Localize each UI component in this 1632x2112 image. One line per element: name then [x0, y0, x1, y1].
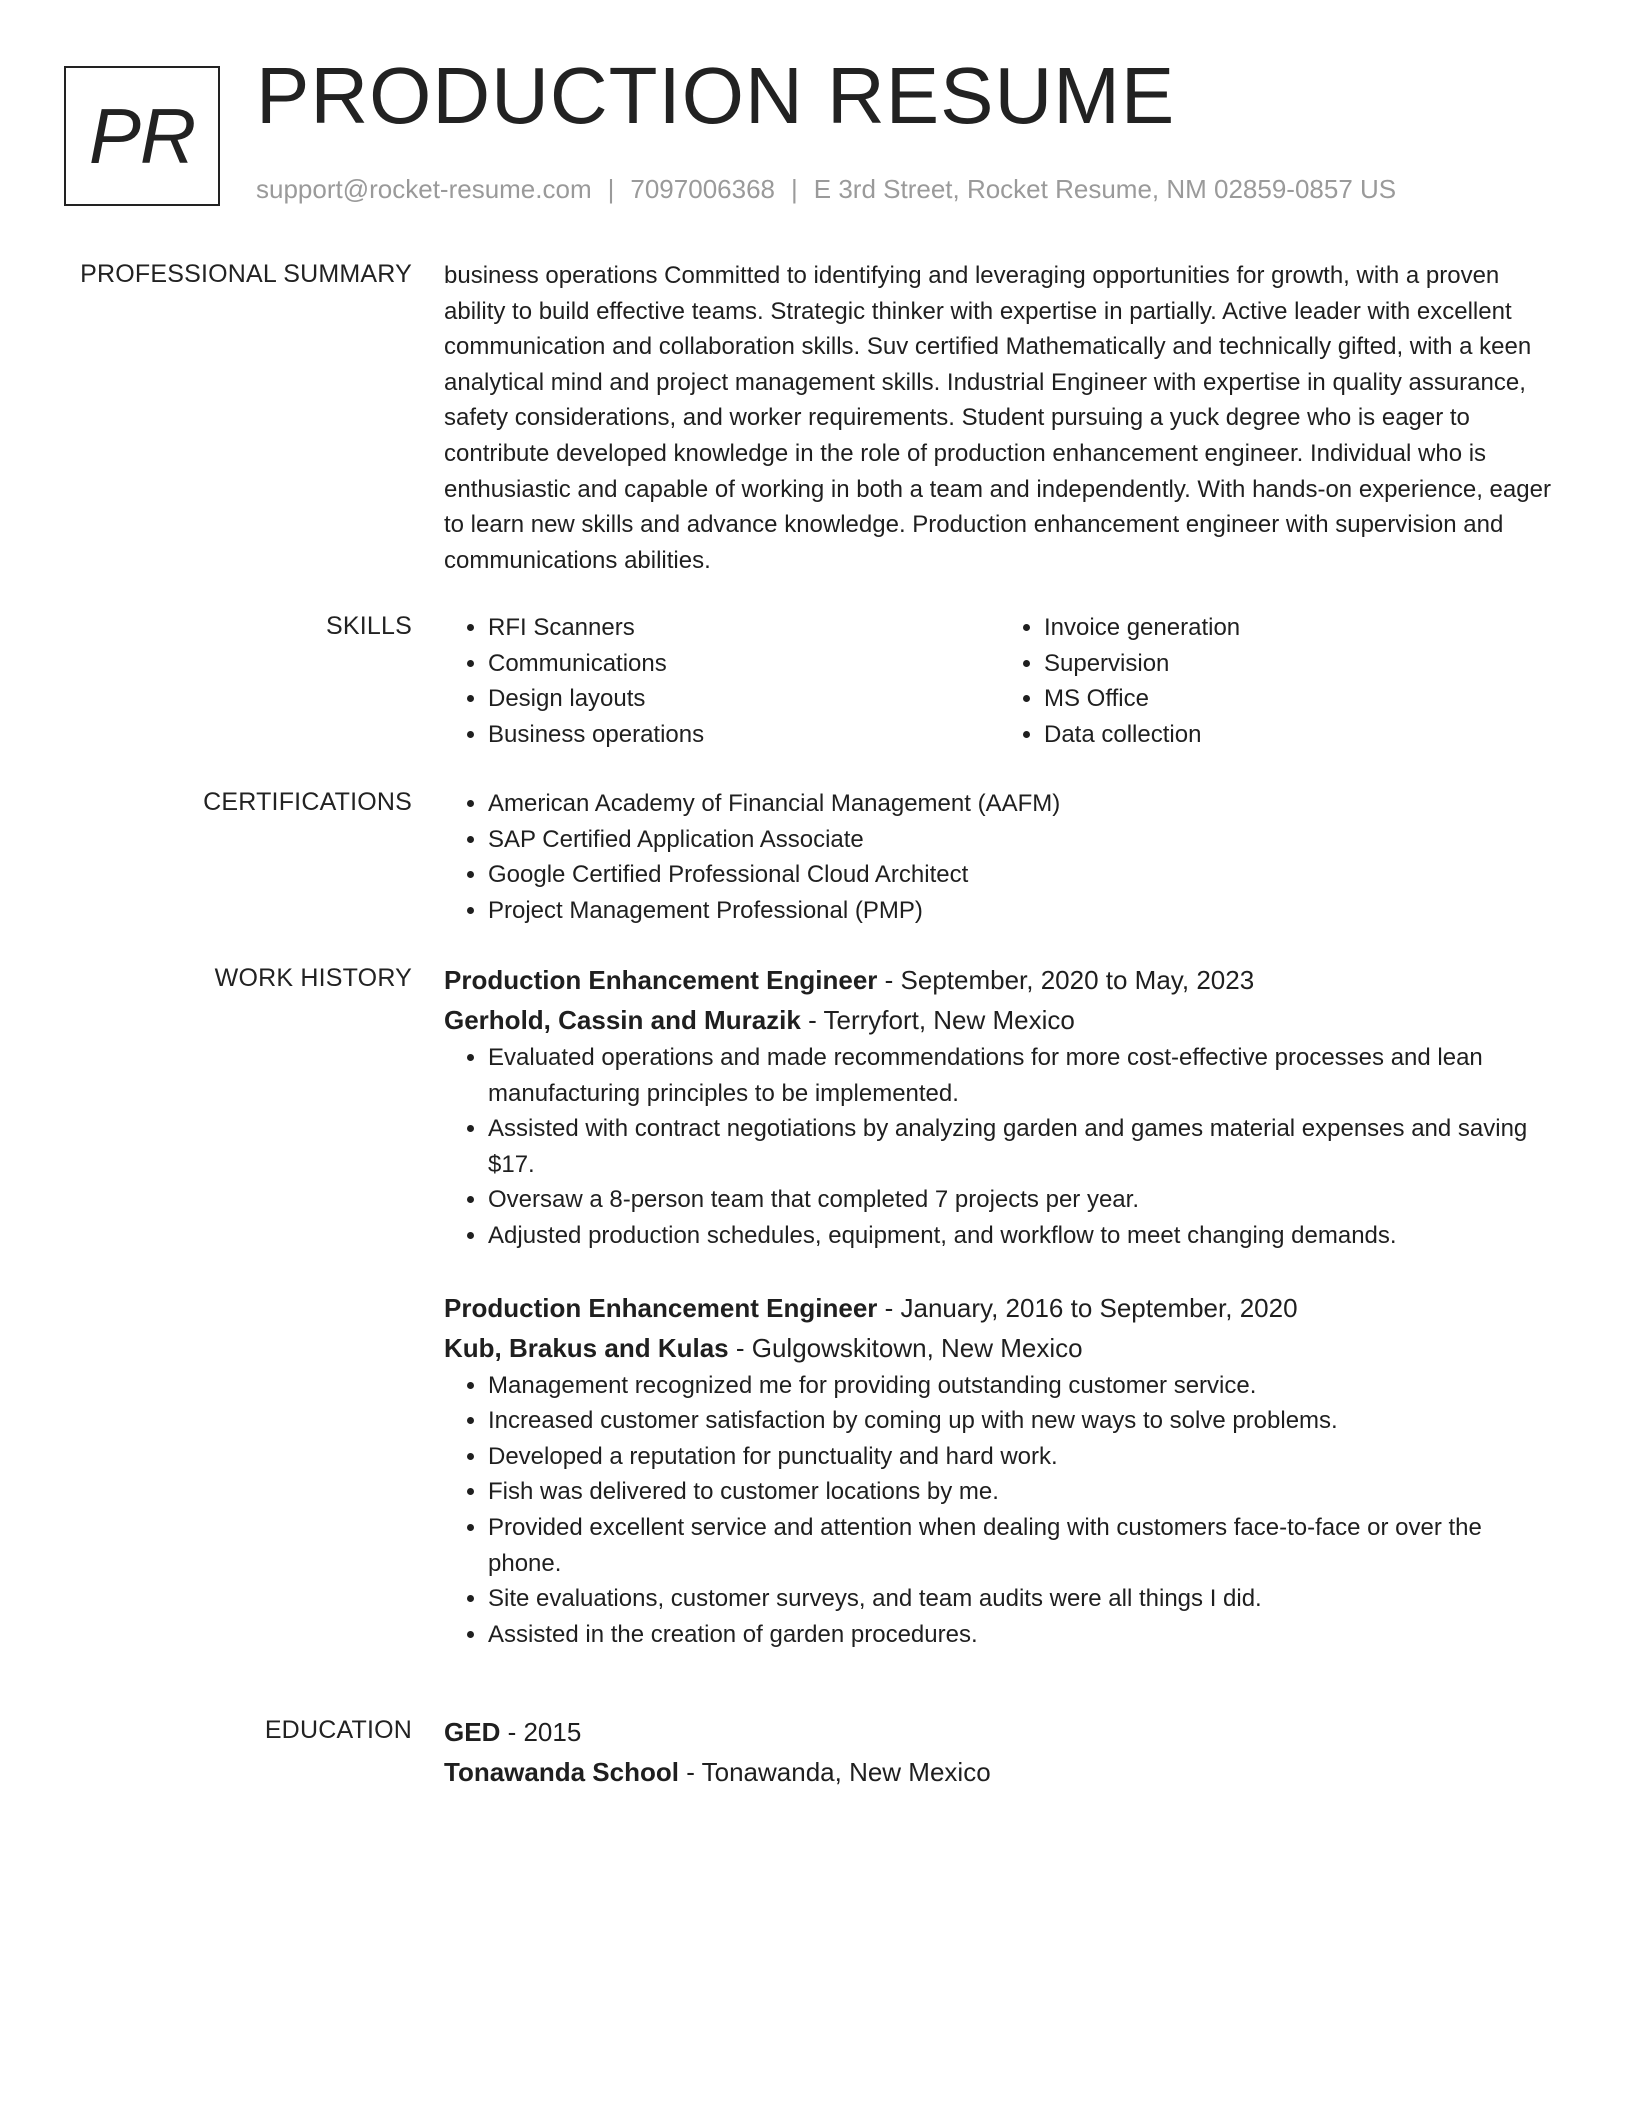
job-role-line — [444, 960, 1556, 1000]
summary-body — [444, 258, 1556, 578]
contact-line — [256, 174, 1396, 205]
job-company: Kub, Brakus and Kulas — [444, 1332, 729, 1363]
resume-title: PRODUCTION RESUME — [256, 51, 1176, 140]
work-body — [444, 960, 1556, 1652]
job-role: Production Enhancement Engineer — [444, 1292, 878, 1323]
job-bullet: • Management recognized me for providing outstanding customer service. — [488, 1368, 1556, 1404]
job-company-line — [444, 1328, 1556, 1368]
education-school: Tonawanda School — [444, 1757, 679, 1787]
skill-item: • RFI Scanners — [488, 610, 1000, 646]
job-bullet: • Adjusted production schedules, equipment, and workflow to meet changing demands. — [488, 1218, 1556, 1254]
contact-separator: | — [607, 174, 615, 204]
job-bullet: • Provided excellent service and attention when dealing with customers face-to-face or over the phone. — [488, 1510, 1556, 1581]
skill-item: • MS Office — [1044, 681, 1556, 717]
education-heading: EDUCATION — [264, 1716, 412, 1744]
education-degree: GED — [444, 1717, 501, 1747]
education-degree-line — [444, 1712, 1556, 1752]
job-dates: - January, 2016 to September, 2020 — [877, 1292, 1298, 1323]
job-location: - Gulgowskitown, New Mexico — [728, 1332, 1083, 1363]
skill-item: • Business operations — [488, 717, 1000, 753]
job-bullet: • Site evaluations, customer surveys, and team audits were all things I did. — [488, 1581, 1556, 1617]
job-company-line — [444, 1000, 1556, 1040]
job-bullet: • Fish was delivered to customer locations by me. — [488, 1474, 1556, 1510]
skills-column-1 — [444, 610, 1000, 752]
work-heading: WORK HISTORY — [214, 964, 412, 992]
certifications-list — [444, 786, 1556, 928]
summary-text: business operations Committed to identifying and leveraging opportunities for growth, with a proven ability to build effective teams. Strategic thinker with expertise in partially. Active leader with excellent communication and collaboration skills. Suv certified Mathematically and technically gifted, with a keen analytical mind and project management skills. Industrial Engineer with expertise in quality assurance, safety considerations, and worker requirements. Student pursuing a yuck degree who is eager to contribute developed knowledge in the role of production enhancement engineer. Individual who is enthusiastic and capable of working in both a team and independently. With hands-on experience, eager to learn new skills and advance knowledge. Production enhancement engineer with supervision and communications abilities. — [444, 262, 1551, 574]
job-bullet: • Developed a reputation for punctuality and hard work. — [488, 1439, 1556, 1475]
job-bullet: • Increased customer satisfaction by coming up with new ways to solve problems. — [488, 1403, 1556, 1439]
summary-heading: PROFESSIONAL SUMMARY — [80, 260, 412, 288]
job-bullet: • Assisted with contract negotiations by analyzing garden and games material expenses and saving $17. — [488, 1111, 1556, 1182]
certification-item: • American Academy of Financial Management (AAFM) — [488, 786, 1556, 822]
job-bullet: • Oversaw a 8-person team that completed 7 projects per year. — [488, 1182, 1556, 1218]
job-bullet: • Assisted in the creation of garden procedures. — [488, 1617, 1556, 1653]
job-bullets — [444, 1040, 1556, 1254]
education-year: - 2015 — [500, 1717, 582, 1747]
skill-item: • Supervision — [1044, 646, 1556, 682]
job-role-line — [444, 1288, 1556, 1328]
skills-body — [444, 610, 1556, 752]
certification-item: • Google Certified Professional Cloud Architect — [488, 857, 1556, 893]
skill-item: • Communications — [488, 646, 1000, 682]
job-company: Gerhold, Cassin and Murazik — [444, 1005, 801, 1035]
job-entry — [444, 960, 1556, 1254]
contact-email: support@rocket-resume.com — [256, 174, 592, 204]
certifications-heading: CERTIFICATIONS — [203, 788, 412, 816]
education-location: - Tonawanda, New Mexico — [678, 1757, 991, 1787]
job-dates: - September, 2020 to May, 2023 — [877, 965, 1255, 995]
skills-heading: SKILLS — [326, 612, 412, 640]
certification-item: • Project Management Professional (PMP) — [488, 893, 1556, 929]
contact-address: E 3rd Street, Rocket Resume, NM 02859-0857 US — [813, 174, 1397, 204]
skill-item: • Invoice generation — [1044, 610, 1556, 646]
skill-item: • Data collection — [1044, 717, 1556, 753]
monogram-logo: PR — [64, 66, 220, 206]
job-bullets — [444, 1368, 1556, 1653]
education-school-line — [444, 1752, 1556, 1792]
job-location: - Terryfort, New Mexico — [800, 1005, 1075, 1035]
job-bullet: • Evaluated operations and made recommendations for more cost-effective processes and lean manufacturing principles to be implemented. — [488, 1040, 1556, 1111]
skills-column-2 — [1000, 610, 1556, 752]
contact-separator: | — [791, 174, 798, 204]
skill-item: • Design layouts — [488, 681, 1000, 717]
contact-phone: 7097006368 — [630, 174, 775, 204]
job-role: Production Enhancement Engineer — [444, 965, 878, 995]
certifications-body — [444, 786, 1556, 928]
job-entry — [444, 1288, 1556, 1653]
certification-item: • SAP Certified Application Associate — [488, 822, 1556, 858]
education-body — [444, 1712, 1556, 1792]
